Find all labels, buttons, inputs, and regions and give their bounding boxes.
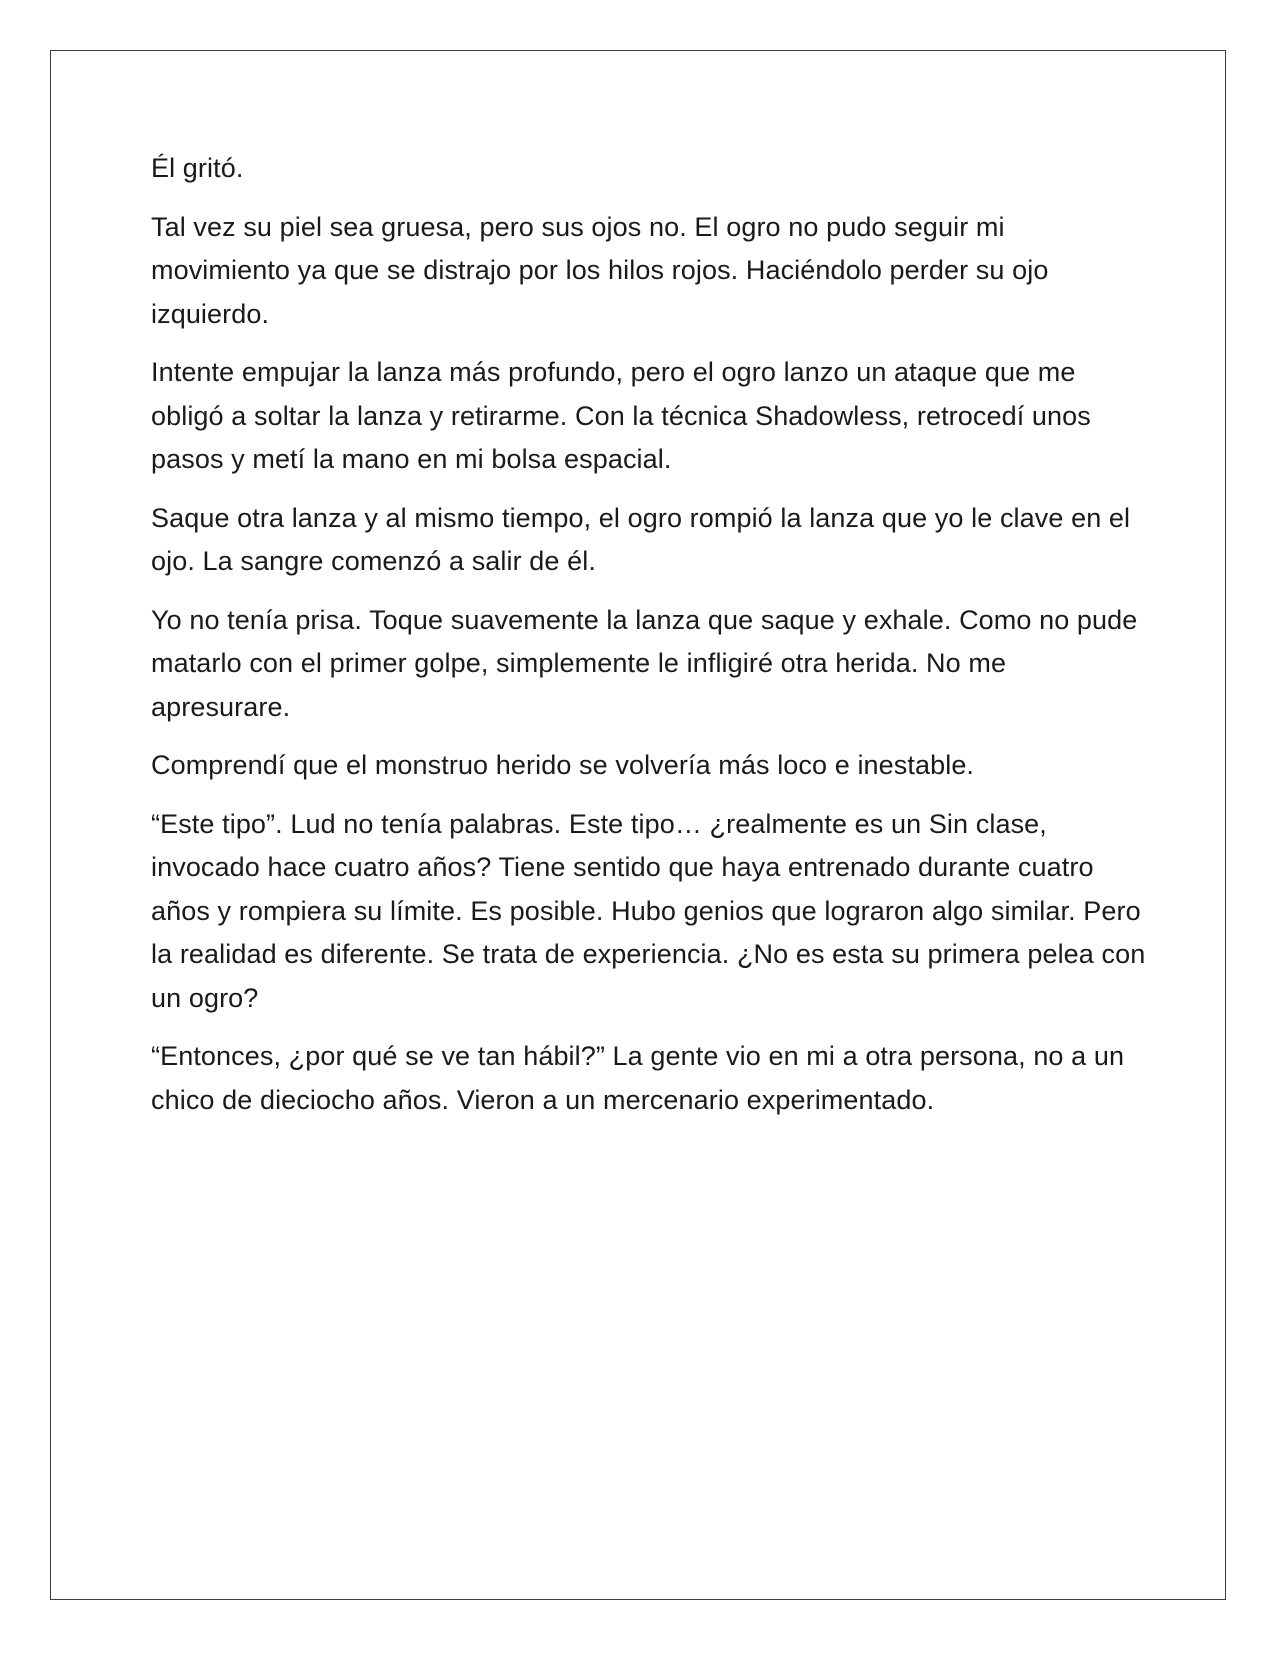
paragraph: “Este tipo”. Lud no tenía palabras. Este tipo… ¿realmente es un Sin clase, invocado hace cuatro años? Tiene sentido que haya entrenado durante cuatro años y rompiera su límite. Es posible. Hubo genios que lograron algo similar. Pero la realidad es diferente. Se trata de experiencia. ¿No es esta su primera pelea con un ogro? bbox=[151, 808, 1146, 1013]
paragraph: Saque otra lanza y al mismo tiempo, el ogro rompió la lanza que yo le clave en el ojo. La sangre comenzó a salir de él. bbox=[151, 502, 1131, 576]
document-page bbox=[50, 50, 1226, 1600]
paragraph: Comprendí que el monstruo herido se volvería más loco e inestable. bbox=[151, 750, 975, 780]
page-content bbox=[151, 147, 1151, 1137]
paragraph: Tal vez su piel sea gruesa, pero sus ojos no. El ogro no pudo seguir mi movimiento ya que se distrajo por los hilos rojos. Haciéndolo perder su ojo izquierdo. bbox=[151, 211, 1049, 329]
paragraph: Él gritó. bbox=[151, 153, 244, 183]
paragraph: “Entonces, ¿por qué se ve tan hábil?” La gente vio en mi a otra persona, no a un chico de dieciocho años. Vieron a un mercenario experimentado. bbox=[151, 1041, 1125, 1115]
paragraph: Yo no tenía prisa. Toque suavemente la lanza que saque y exhale. Como no pude matarlo con el primer golpe, simplemente le infligiré otra herida. No me apresurare. bbox=[151, 604, 1138, 722]
paragraph: Intente empujar la lanza más profundo, pero el ogro lanzo un ataque que me obligó a soltar la lanza y retirarme. Con la técnica Shadowless, retrocedí unos pasos y metí la mano en mi bolsa espacial. bbox=[151, 357, 1091, 474]
